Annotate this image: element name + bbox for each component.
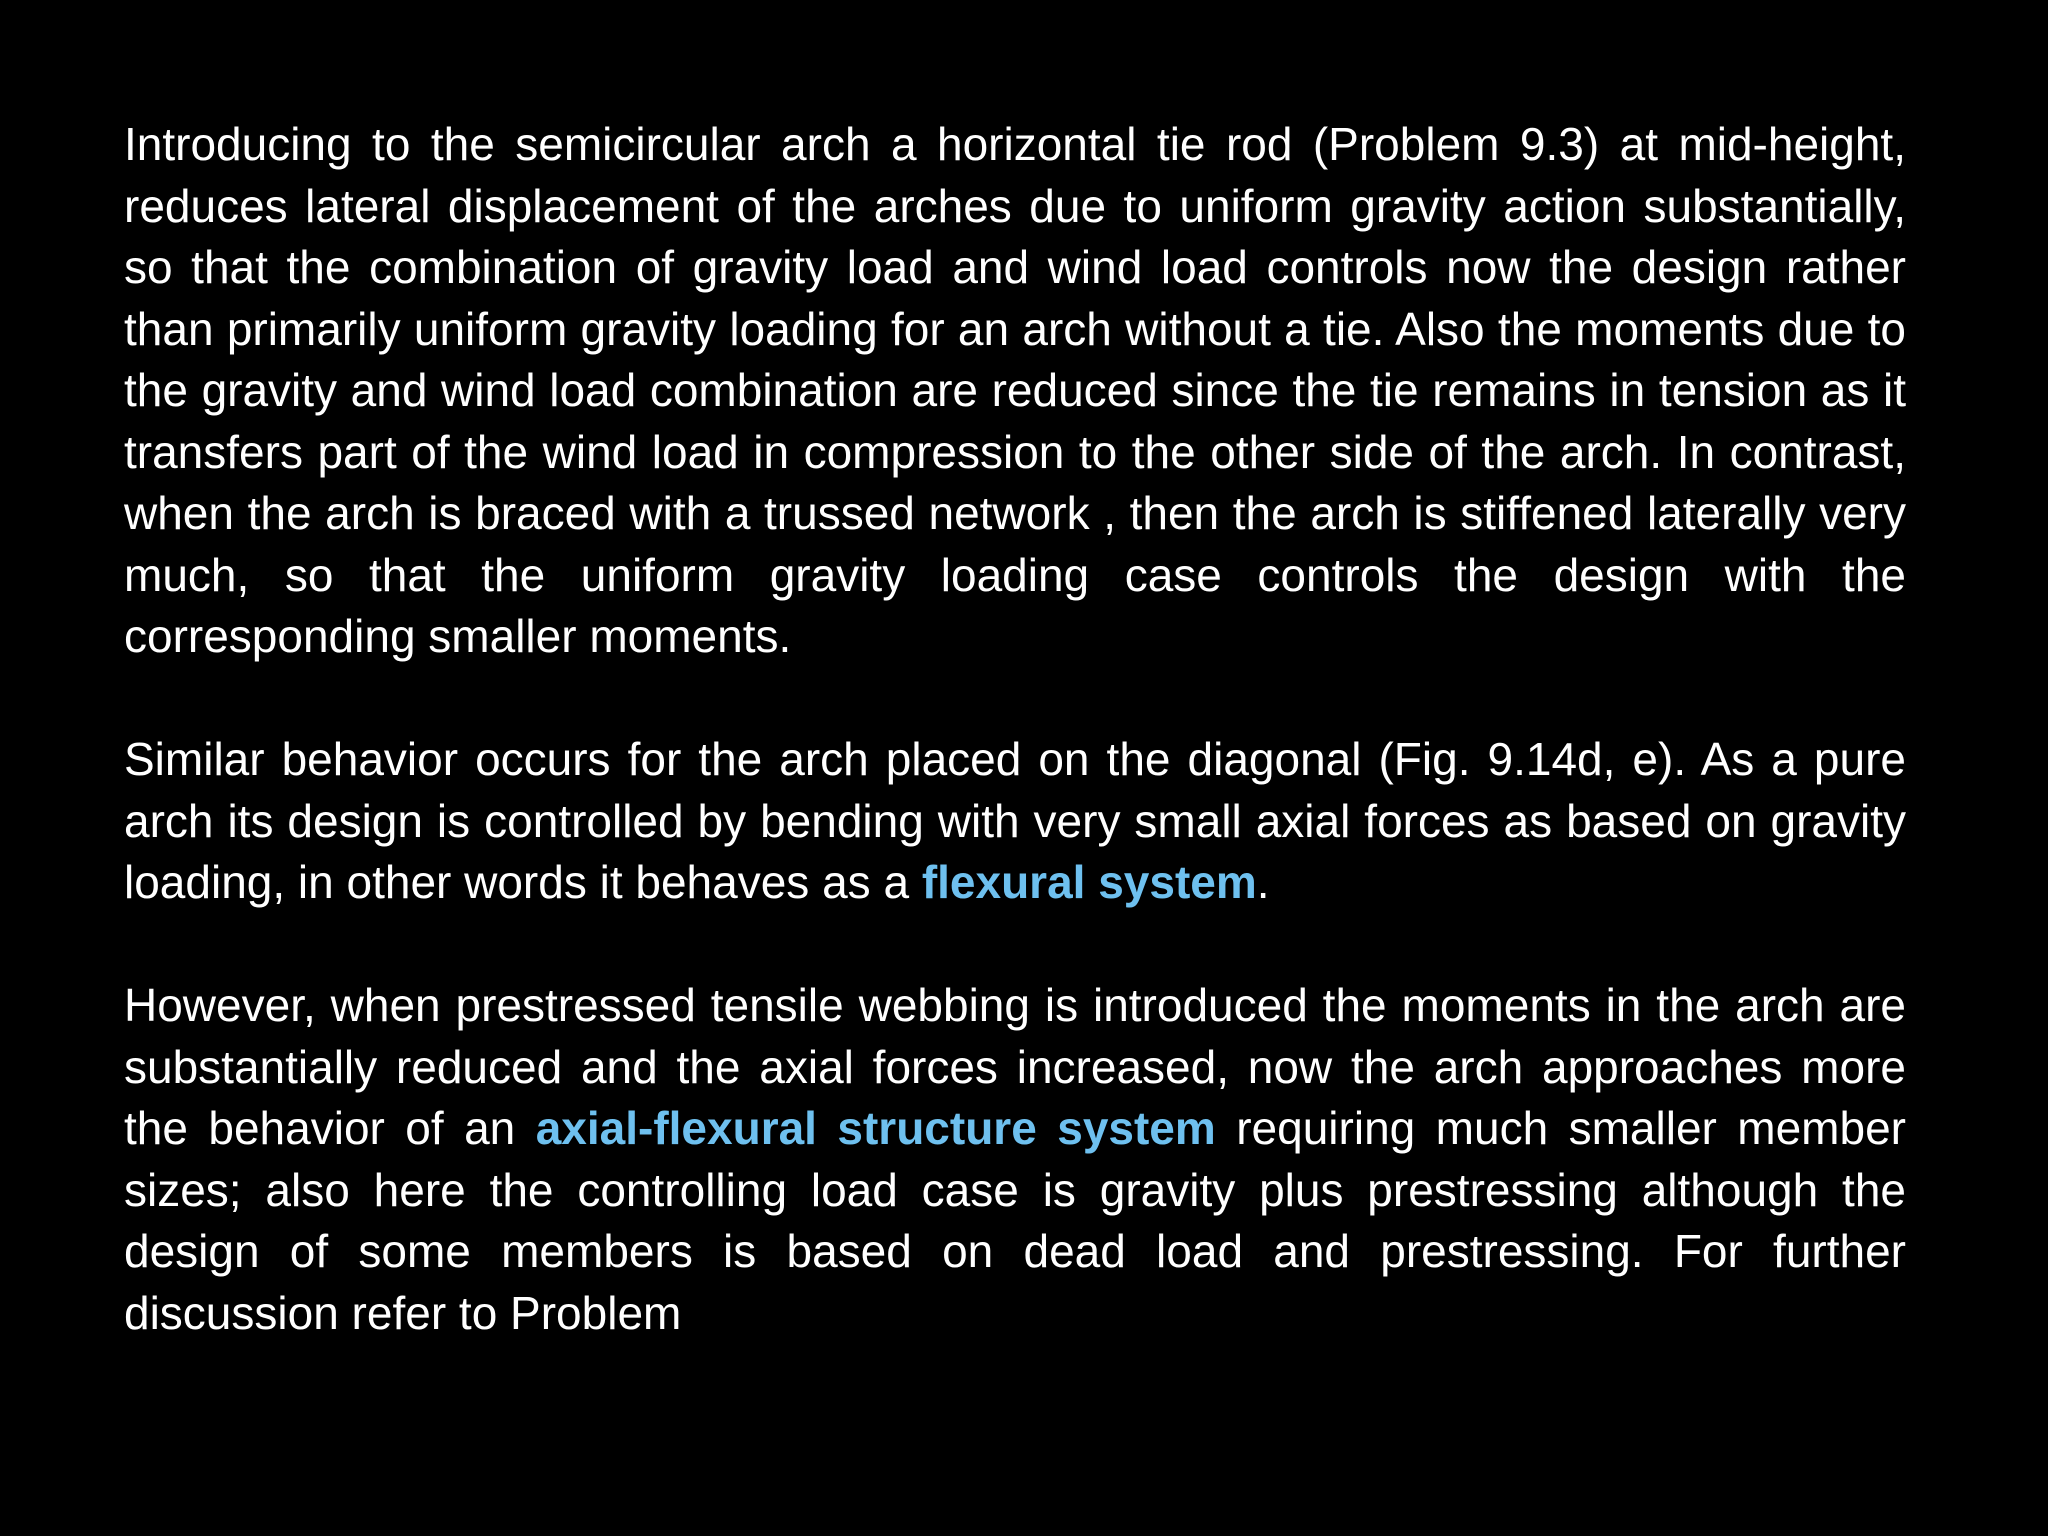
paragraph-2-text: Similar behavior occurs for the arch placed on the diagonal (Fig. 9.14d, e). As a pure arch its design is controlled by bending with very small axial forces as based on gravity loading, in other words it behaves as a — [124, 733, 1906, 908]
paragraph-spacer — [124, 914, 1906, 976]
paragraph-2-end: . — [1256, 856, 1270, 908]
paragraph-spacer — [124, 668, 1906, 730]
highlight-axial-flexural-system: axial-flexural structure system — [535, 1102, 1216, 1154]
paragraph-prestressed-webbing — [124, 975, 1906, 1344]
paragraph-diagonal-arch — [124, 729, 1906, 914]
paragraph-1-text: Introducing to the semicircular arch a horizontal tie rod (Problem 9.3) at mid-height, reduces lateral displacement of the arches due to uniform gravity action substantially, so that the combination of gravity load and wind load controls now the design rather than primarily uniform gravity loading for an arch without a tie. Also the moments due to the gravity and wind load combination are reduced since the tie remains in tension as it transfers part of the wind load in compression to the other side of the arch. In contrast, when the arch is braced with a trussed network , then the arch is stiffened laterally very much, so that the uniform gravity loading case controls the design with the corresponding smaller moments. — [124, 118, 1906, 662]
body-text — [124, 114, 1906, 1344]
highlight-flexural-system: flexural system — [921, 856, 1257, 908]
paragraph-tie-rod — [124, 114, 1906, 668]
paragraph-3-text: However, when prestressed tensile webbing is introduced the moments in the arch are substantially reduced and the axial forces increased, now the arch approaches more the behavior of an — [124, 979, 1906, 1154]
paragraph-3-end: requiring much smaller member sizes; also here the controlling load case is gravity plus prestressing although the design of some members is based on dead load and prestressing. For further discussion refer to Problem — [124, 1102, 1906, 1339]
